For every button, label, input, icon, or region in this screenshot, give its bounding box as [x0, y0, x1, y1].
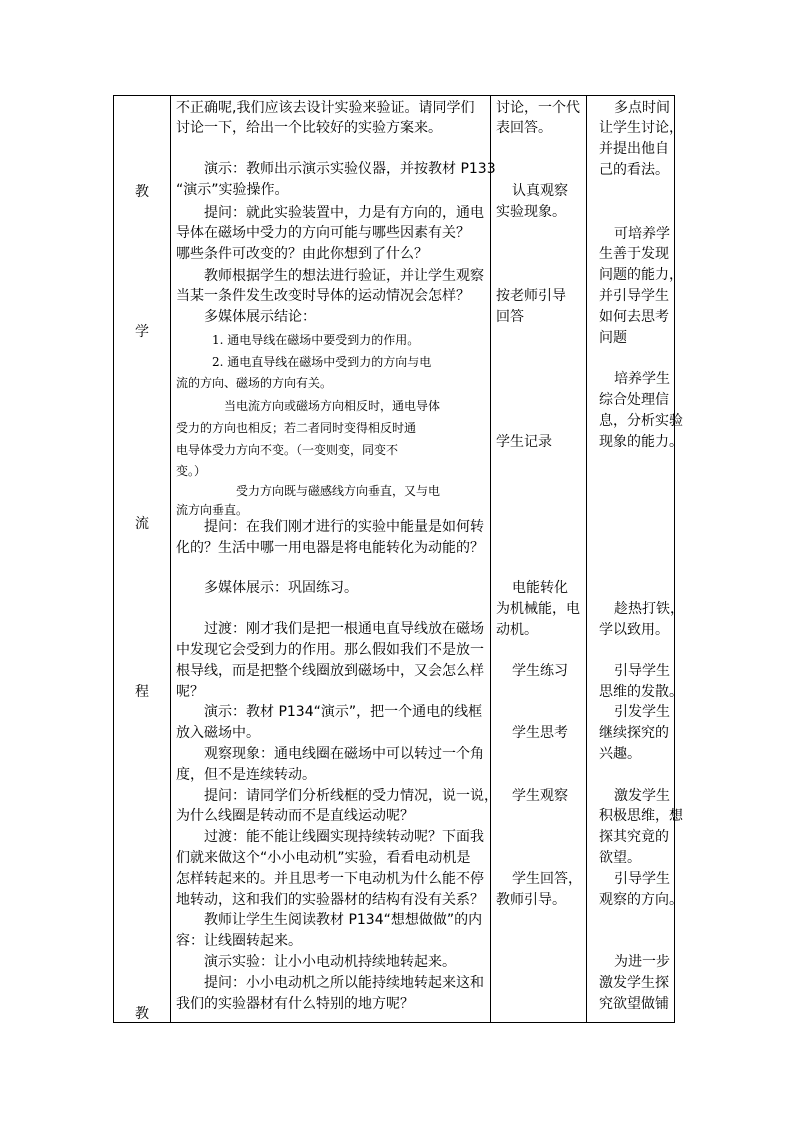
- teacher-line: 提问：就此实验装置中，力是有方向的，通电: [176, 205, 484, 221]
- student-line: 学生记录: [496, 434, 552, 450]
- intent-line: 己的看法。: [599, 162, 669, 178]
- student-line: 学生回答，: [512, 871, 582, 887]
- teacher-line: 1. 通电导线在磁场中要受到力的作用。: [176, 333, 420, 347]
- teacher-line: “演示”实验操作。: [176, 182, 289, 198]
- student-line: 认真观察: [512, 183, 568, 199]
- teacher-line: 化的？生活中哪一用电器是将电能转化为动能的？: [176, 540, 484, 556]
- intent-line: 探其究竟的: [599, 829, 669, 845]
- student-line: 学生观察: [512, 788, 568, 804]
- lesson-table: [113, 95, 684, 1023]
- intent-line: 学以致用。: [599, 622, 669, 638]
- teacher-line: 哪些条件可改变的？由此你想到了什么？: [176, 246, 428, 262]
- column-divider: [170, 96, 171, 1022]
- student-line: 学生思考: [512, 725, 568, 741]
- student-line: 为机械能，电: [496, 601, 580, 617]
- intent-line: 为进一步: [614, 954, 670, 970]
- teacher-line: 为什么线圈是转动而不是直线运动呢？: [176, 808, 414, 824]
- teacher-line: 演示实验：让小小电动机持续地转起来。: [176, 954, 456, 970]
- intent-line: 如何去思考: [599, 309, 669, 325]
- teacher-line: 导体在磁场中受力的方向可能与哪些因素有关？: [176, 225, 470, 241]
- column-divider: [490, 96, 491, 1022]
- teacher-line: 呢？: [176, 684, 204, 700]
- intent-line: 并提出他自: [599, 141, 669, 157]
- teacher-line: 怎样转起来的。并且思考一下电动机为什么能不停: [176, 871, 484, 887]
- student-line: 表回答。: [496, 120, 552, 136]
- intent-line: 欲望。: [599, 850, 641, 866]
- stage-char: 教: [135, 184, 149, 200]
- teacher-line: 受力方向既与磁感线方向垂直，又与电: [176, 484, 441, 498]
- teacher-line: 多媒体展示：巩固练习。: [176, 580, 358, 596]
- stage-char: 学: [135, 324, 149, 340]
- intent-line: 继续探究的: [599, 725, 669, 741]
- intent-line: 现象的能力。: [599, 434, 683, 450]
- teacher-line: 教师根据学生的想法进行验证，并让学生观察: [176, 268, 484, 284]
- intent-line: 究欲望做铺: [599, 996, 669, 1012]
- intent-line: 趁热打铁，: [614, 601, 684, 617]
- stage-char: 程: [135, 684, 149, 700]
- teacher-line: 当电流方向或磁场方向相反时，通电导体: [176, 399, 441, 413]
- teacher-line: 中发现它会受到力的作用。那么假如我们不是放一: [176, 642, 484, 658]
- teacher-line: 地转动，这和我们的实验器材的结构有没有关系？: [176, 892, 484, 908]
- intent-line: 问题: [599, 330, 627, 346]
- student-line: 动机。: [496, 622, 538, 638]
- intent-line: 兴趣。: [599, 746, 641, 762]
- teacher-line: 多媒体展示结论：: [176, 309, 316, 325]
- teacher-line: 提问：请同学们分析线框的受力情况，说一说，: [176, 788, 498, 804]
- teacher-line: 提问：小小电动机之所以能持续地转起来这和: [176, 975, 484, 991]
- intent-line: 引导学生: [614, 663, 670, 679]
- intent-line: 让学生讨论，: [599, 120, 683, 136]
- intent-line: 积极思维，想: [599, 808, 683, 824]
- teacher-line: 提问：在我们刚才进行的实验中能量是如何转: [176, 519, 484, 535]
- intent-line: 激发学生探: [599, 975, 669, 991]
- stage-column: [114, 96, 170, 1022]
- teacher-line: 度，但不是连续转动。: [176, 767, 316, 783]
- teacher-line: 当某一条件发生改变时导体的运动情况会怎样？: [176, 288, 470, 304]
- student-line: 实验现象。: [496, 204, 566, 220]
- teacher-line: 过渡：能不能让线圈实现持续转动呢？下面我: [176, 829, 484, 845]
- student-line: 电能转化: [512, 580, 568, 596]
- intent-line: 思维的发散。: [599, 684, 683, 700]
- teacher-line: 流方向垂直。: [176, 503, 249, 517]
- column-divider: [586, 96, 587, 1022]
- intent-line: 观察的方向。: [599, 892, 683, 908]
- intent-line: 综合处理信: [599, 392, 669, 408]
- intent-line: 培养学生: [614, 371, 670, 387]
- teacher-line: 不正确呢,我们应该去设计实验来验证。请同学们: [176, 100, 475, 116]
- student-line: 讨论，一个代: [496, 100, 580, 116]
- teacher-line: 变。）: [176, 464, 207, 478]
- teacher-line: 受力的方向也相反；若二者同时变得相反时通: [176, 421, 417, 435]
- intent-line: 可培养学: [614, 226, 670, 242]
- intent-line: 多点时间: [614, 100, 670, 116]
- teacher-line: 流的方向、磁场的方向有关。: [176, 376, 333, 390]
- student-line: 学生练习: [512, 663, 568, 679]
- teacher-line: 我们的实验器材有什么特别的地方呢？: [176, 996, 414, 1012]
- teacher-line: 容：让线圈转起来。: [176, 933, 302, 949]
- student-line: 回答: [496, 309, 524, 325]
- teacher-line: 教师让学生生阅读教材 P134“想想做做”的内: [176, 912, 483, 928]
- stage-char: 流: [135, 516, 149, 532]
- teacher-line: 2. 通电直导线在磁场中受到力的方向与电: [176, 355, 432, 369]
- teacher-line: 演示：教材 P134“演示”，把一个通电的线框: [176, 704, 483, 720]
- stage-char: 教: [135, 1006, 149, 1022]
- intent-line: 生善于发现: [599, 246, 669, 262]
- teacher-line: 过渡：刚才我们是把一根通电直导线放在磁场: [176, 621, 484, 637]
- intent-line: 并引导学生: [599, 288, 669, 304]
- intent-line: 息，分析实验: [599, 413, 683, 429]
- intent-line: 问题的能力，: [599, 267, 683, 283]
- student-line: 教师引导。: [496, 892, 566, 908]
- intent-line: 激发学生: [614, 788, 670, 804]
- teacher-line: 们就来做这个“小小电动机”实验，看看电动机是: [176, 850, 471, 866]
- teacher-line: 演示：教师出示演示实验仪器，并按教材 P133: [176, 161, 496, 177]
- intent-line: 引导学生: [614, 871, 670, 887]
- teacher-line: 根导线，而是把整个线圈放到磁场中，又会怎么样: [176, 663, 484, 679]
- intent-line: 引发学生: [614, 704, 670, 720]
- teacher-line: 放入磁场中。: [176, 725, 260, 741]
- student-line: 按老师引导: [496, 288, 566, 304]
- teacher-line: 讨论一下，给出一个比较好的实验方案来。: [176, 120, 442, 136]
- teacher-line: 观察现象：通电线圈在磁场中可以转过一个角: [176, 746, 484, 762]
- teacher-line: 电导体受力方向不变。（一变则变，同变不: [176, 443, 399, 457]
